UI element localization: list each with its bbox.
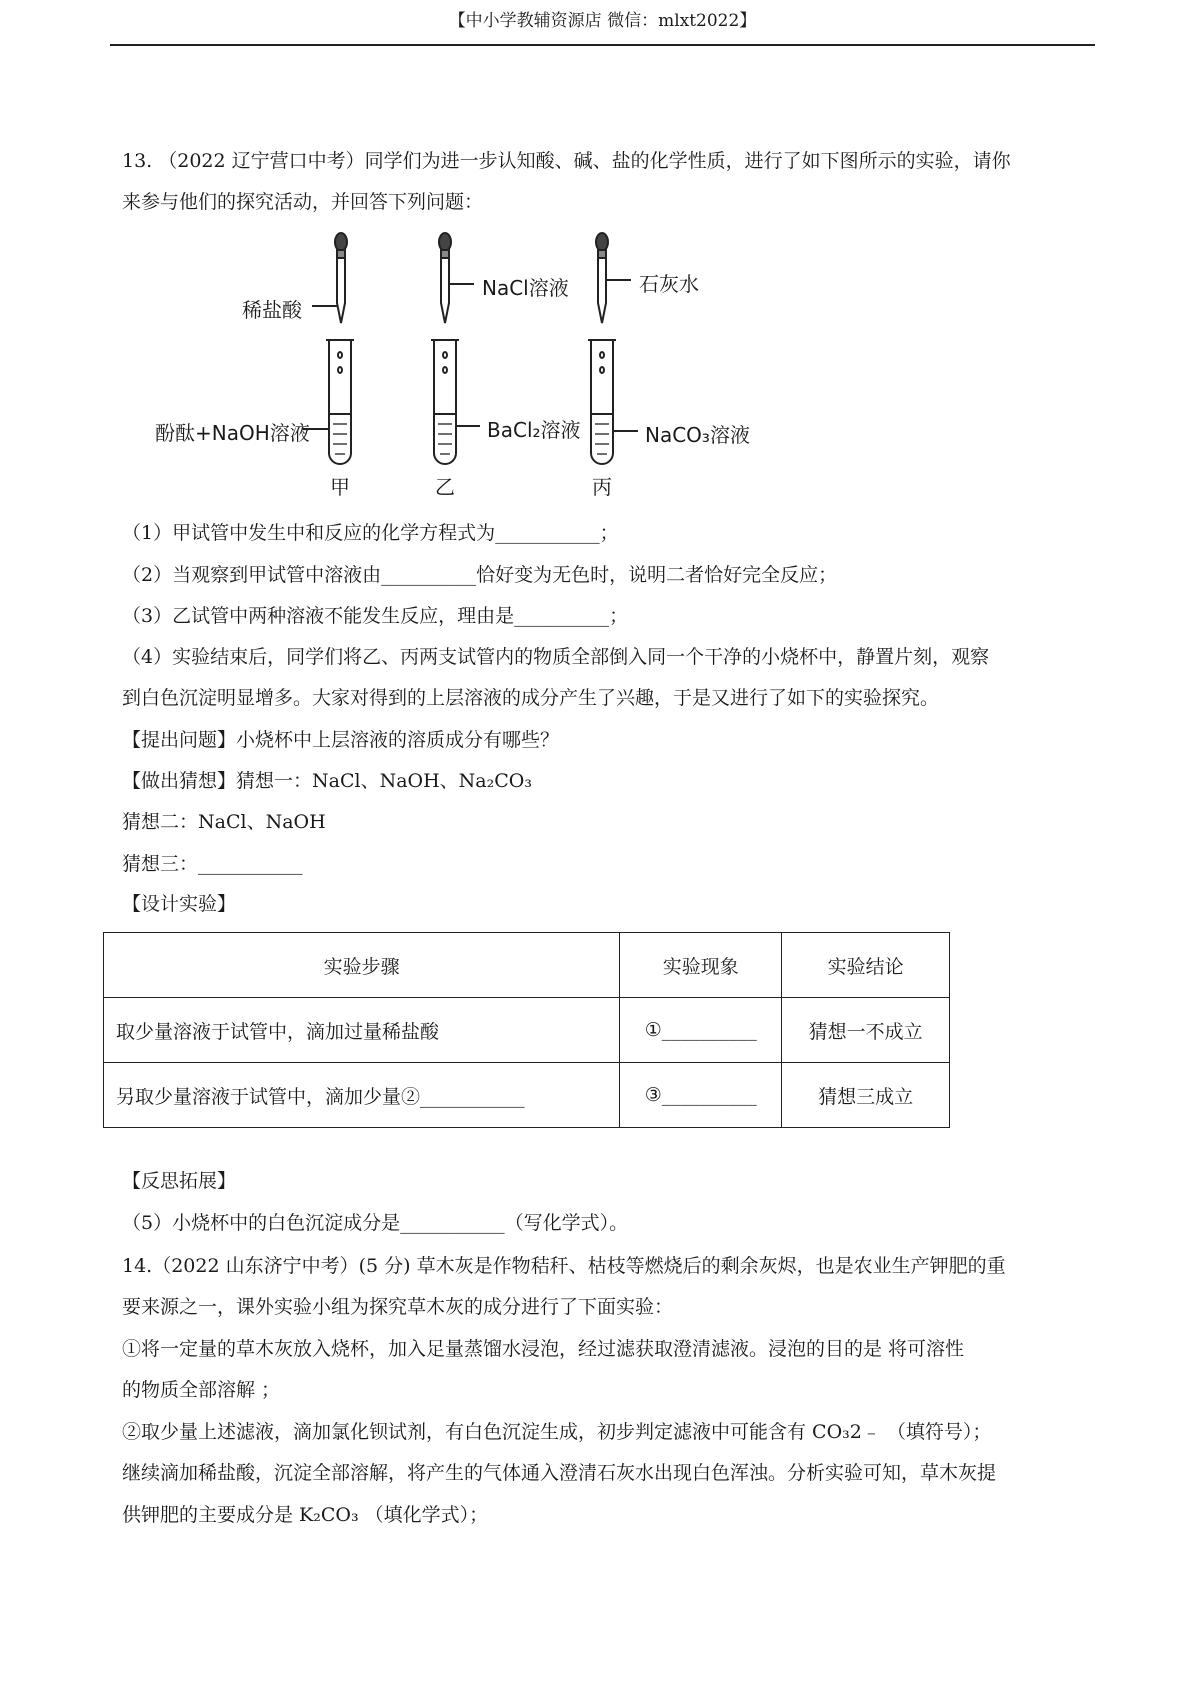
- label-tube-jia: 甲: [330, 475, 350, 499]
- q13-part4-line1: （4）实验结束后，同学们将乙、丙两支试管内的物质全部倒入同一个干净的小烧杯中，静置片刻，观察: [122, 646, 990, 668]
- table-header: 实验现象: [620, 933, 782, 998]
- table-cell: ①__________: [620, 998, 782, 1063]
- q14-line2: 要来源之一，课外实验小组为探究草木灰的成分进行了下面实验：: [122, 1296, 674, 1318]
- q13-part1: （1）甲试管中发生中和反应的化学方程式为___________；: [122, 522, 619, 544]
- table-cell: 猜想一不成立: [782, 998, 950, 1063]
- dropper-1: [335, 233, 347, 323]
- table-cell: 猜想三成立: [782, 1063, 950, 1128]
- label-dilute-hcl: 稀盐酸: [242, 298, 302, 322]
- q13-question: 【提出问题】小烧杯中上层溶液的溶质成分有哪些？: [122, 729, 560, 751]
- q13-intro-line2: 来参与他们的探究活动，并回答下列问题：: [122, 191, 484, 213]
- table-cell: 另取少量溶液于试管中，滴加少量②___________: [104, 1063, 620, 1128]
- q13-part3: （3）乙试管中两种溶液不能发生反应，理由是__________；: [122, 605, 629, 627]
- table-header: 实验结论: [782, 933, 950, 998]
- dropper-3: [596, 233, 608, 323]
- label-bacl2-solution: BaCl₂溶液: [487, 418, 581, 442]
- label-naco3-solution: NaCO₃溶液: [645, 423, 750, 447]
- table-cell: ③__________: [620, 1063, 782, 1128]
- q13-guess1: 【做出猜想】猜想一：NaCl、NaOH、Na₂CO₃: [122, 770, 532, 792]
- page-header: [110, 8, 1095, 46]
- table-header-row: [104, 933, 950, 998]
- dropper-2: [439, 233, 451, 323]
- q13-guess2: 猜想二：NaCl、NaOH: [122, 811, 326, 833]
- q13-part5: （5）小烧杯中的白色沉淀成分是___________（写化学式）。: [122, 1212, 629, 1234]
- experiment-table: [103, 932, 950, 1128]
- q13-part2: （2）当观察到甲试管中溶液由__________恰好变为无色时，说明二者恰好完全反应；: [122, 564, 838, 586]
- q14-line3: ①将一定量的草木灰放入烧杯，加入足量蒸馏水浸泡，经过滤获取澄清滤液。浸泡的目的是 将可溶性: [122, 1338, 965, 1360]
- tube-yi: [431, 340, 459, 464]
- label-nacl-solution: NaCl溶液: [482, 276, 569, 300]
- table-row: [104, 998, 950, 1063]
- q13-guess3: 猜想三：___________: [122, 853, 303, 875]
- q14-line7: 供钾肥的主要成分是 K₂CO₃ （填化学式）；: [122, 1504, 489, 1526]
- q14-line6: 继续滴加稀盐酸，沉淀全部溶解，将产生的气体通入澄清石灰水出现白色浑浊。分析实验可知，草木灰提: [122, 1462, 997, 1484]
- table-cell: 取少量溶液于试管中，滴加过量稀盐酸: [104, 998, 620, 1063]
- label-tube-bing: 丙: [592, 475, 612, 499]
- test-tube-figure: [150, 228, 780, 498]
- q13-part4-line2: 到白色沉淀明显增多。大家对得到的上层溶液的成分产生了兴趣，于是又进行了如下的实验探究。: [122, 687, 940, 709]
- label-tube-yi: 乙: [435, 475, 455, 499]
- q14-line4: 的物质全部溶解 ；: [122, 1379, 281, 1401]
- q14-line1: 14.（2022 山东济宁中考）(5 分) 草木灰是作物秸秆、枯枝等燃烧后的剩余灰烬，也是农业生产钾肥的重: [122, 1255, 1006, 1277]
- table-row: [104, 1063, 950, 1128]
- q13-design-heading: 【设计实验】: [122, 893, 237, 915]
- q14-line5: ②取少量上述滤液，滴加氯化钡试剂，有白色沉淀生成，初步判定滤液中可能含有 CO₃2﹣ （填符号）；: [122, 1421, 992, 1443]
- table-header: 实验步骤: [104, 933, 620, 998]
- q13-reflect-heading: 【反思拓展】: [122, 1170, 237, 1192]
- label-limewater: 石灰水: [639, 272, 699, 296]
- tube-bing: [588, 340, 616, 464]
- tube-jia: [326, 340, 354, 464]
- q13-intro-line1: 13. （2022 辽宁营口中考）同学们为进一步认知酸、碱、盐的化学性质，进行了如下图所示的实验，请你: [122, 150, 1011, 172]
- label-phenolphthalein-naoh: 酚酞+NaOH溶液: [155, 421, 310, 445]
- header-text: 【中小学教辅资源店 微信：mlxt2022】: [448, 11, 757, 31]
